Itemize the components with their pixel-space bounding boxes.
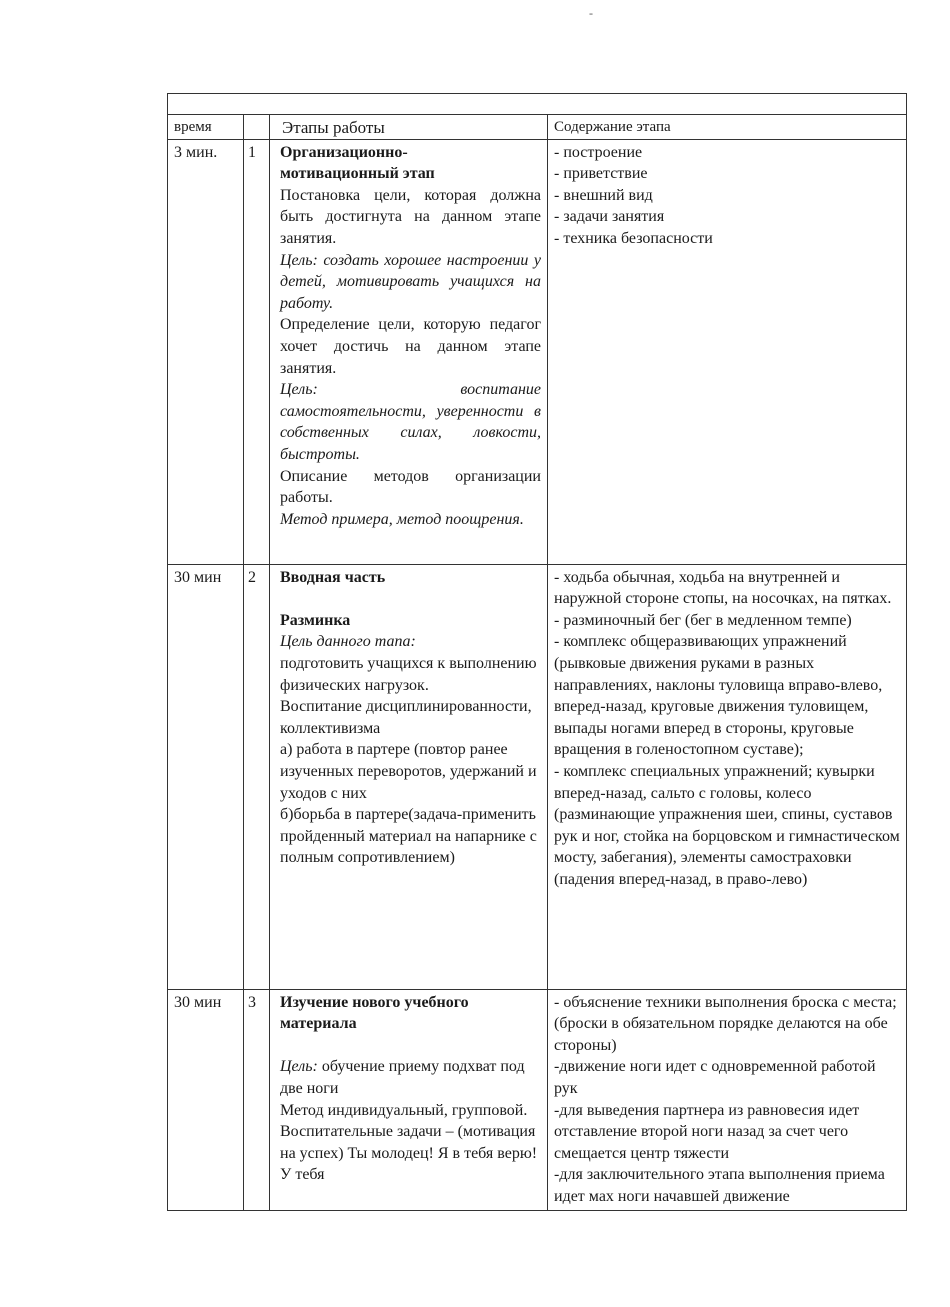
row-time: 30 мин [168,989,244,1210]
content-item: -движение ноги идет с одновременной работой рук [554,1058,876,1097]
stage-cell [270,139,548,564]
stage-heading: Вводная часть [280,568,386,586]
header-num [244,115,270,140]
table-title-cell [168,94,907,115]
stage-paragraph: Цель данного тапа: [280,633,416,651]
table-row [168,139,907,564]
content-item: - внешний вид [554,186,653,204]
row-number: 1 [244,139,270,564]
content-item: - ходьба обычная, ходьба на внутренней и наружной стороне стопы, на носочках, на пятках. [554,568,892,608]
row-time: 30 мин [168,564,244,989]
table-row [168,564,907,989]
table-row [168,989,907,1210]
paragraph-gap [280,1035,541,1057]
content-item: -для заключительного этапа выполнения приема идет мах ноги начавшей движение [554,1166,885,1205]
stage-heading: Изучение нового учебного материала [280,993,469,1033]
content-item: - объяснение техники выполнения броска с места;(броски в обязательном порядке делаются на обе стороны) [554,993,897,1054]
header-time: время [168,115,244,140]
stage-cell [270,989,548,1210]
stage-paragraph: Цель: воспитание самостоятельности, уверенности в собственных силах, ловкости, быстроты. [280,381,541,463]
paragraph-gap [280,588,541,610]
content-item: - техника безопасности [554,229,713,247]
stage-paragraph: Описание методов организации работы. [280,467,541,507]
content-cell [548,989,907,1210]
content-item: - разминочный бег (бег в медленном темпе) [554,611,852,629]
stage-cell [270,564,548,989]
stage-paragraph: Постановка цели, которая должна быть достигнута на данном этапе занятия. [280,186,541,247]
stage-paragraph: Определение цели, которую педагог хочет достичь на данном этапе занятия. [280,316,541,377]
row-number: 3 [244,989,270,1210]
stage-paragraph: а) работа в партере (повтор ранее изученных переворотов, удержаний и уходов с них [280,741,537,802]
stage-heading: Организационно- [280,143,408,161]
stage-paragraph: Воспитательные задачи – (мотивация на успех) Ты молодец! Я в тебя верю! У тебя [280,1123,538,1184]
header-content: Содержание этапа [548,115,907,140]
stage-heading: мотивационный этап [280,165,435,183]
stage-paragraph: б)борьба в партере(задача-применить пройденный материал на напарнике с полным сопротивлением) [280,806,537,867]
stage-paragraph-rest: обучение приему подхват под две ноги [280,1058,525,1097]
content-cell [548,564,907,989]
table-header-row [168,115,907,140]
stage-paragraph [280,1056,541,1099]
stage-paragraph: Метод индивидуальный, групповой. [280,1101,528,1119]
header-stage: Этапы работы [270,115,548,140]
content-cell [548,139,907,564]
stage-paragraph-lead: Цель: [280,1058,318,1076]
content-item: - комплекс общеразвивающих упражнений (рывковые движения руками в разных направлениях, наклоны туловища вправо-влево, вперед-назад, круговые движения туловищем, выпады ногами вперед в стороны, круговые вращения в голеностопном суставе); [554,633,883,759]
row-time: 3 мин. [168,139,244,564]
stage-paragraph: подготовить учащихся к выполнению физических нагрузок. [280,654,537,694]
content-item: - задачи занятия [554,208,665,226]
content-item: - приветствие [554,165,648,183]
table-title-row [168,94,907,115]
content-item: -для выведения партнера из равновесия идет отставление второй ноги назад за счет чего смещается центр тяжести [554,1101,860,1162]
stray-mark: - [589,6,593,20]
content-item: - комплекс специальных упражнений; кувырки вперед-назад, сальто с головы, колесо (разминающие упражнения шеи, спины, суставов рук и ног, стойка на борцовском и гимнастическом мосту, забегания), элементы самостраховки (падения вперед-назад, в право-лево) [554,762,900,888]
content-item: - построение [554,143,643,161]
stage-paragraph: Цель: создать хорошее настроении у детей, мотивировать учащихся на работу. [280,251,541,312]
stage-paragraph: Воспитание дисциплинированности, коллективизма [280,698,532,737]
stage-heading: Разминка [280,611,351,629]
stage-paragraph: Метод примера, метод поощрения. [280,510,524,528]
row-number: 2 [244,564,270,989]
lesson-plan-table [167,93,907,1211]
